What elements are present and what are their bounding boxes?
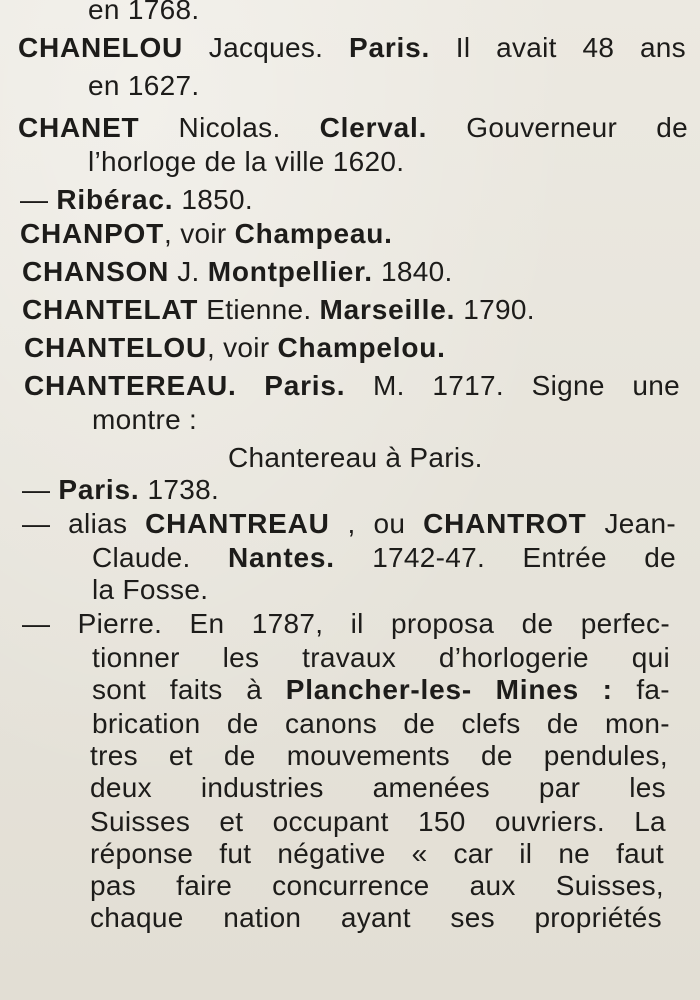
word: — [22, 608, 51, 639]
word: faire [176, 870, 233, 901]
entry-line [24, 332, 446, 364]
word: chaque [90, 902, 184, 933]
entry-line [90, 870, 664, 902]
word: proposa [391, 608, 495, 639]
word: avait [496, 32, 557, 63]
entry-line [22, 294, 535, 326]
word: il [350, 608, 364, 639]
entry-line [22, 474, 219, 506]
entry-line [20, 218, 393, 250]
word: La [634, 806, 666, 837]
bold-run: Marseille. [319, 294, 456, 325]
entry-line [90, 806, 666, 838]
word: Jacques. [208, 32, 324, 63]
word: M. [372, 370, 405, 401]
word: fa- [636, 674, 670, 705]
word: 150 [417, 806, 466, 837]
word: réponse [90, 838, 194, 869]
word: et [219, 806, 244, 837]
word: de [656, 112, 688, 143]
word: canons [284, 708, 378, 739]
word: Suisses [90, 806, 191, 837]
word: aux [469, 870, 516, 901]
word: , [347, 508, 356, 539]
entry-line [90, 902, 662, 934]
bold-word: : [602, 674, 613, 705]
entry-line [92, 674, 670, 706]
word: tionner [92, 642, 180, 673]
bold-run: CHANTELOU [24, 332, 207, 363]
word: — [22, 508, 51, 539]
text-run: , voir [206, 332, 278, 363]
word: fut [219, 838, 252, 869]
word: et [168, 740, 193, 771]
entry-line [88, 146, 404, 178]
word: travaux [302, 642, 397, 673]
word: les [222, 642, 260, 673]
word: ne [558, 838, 591, 869]
word: mouvements [286, 740, 450, 771]
word: de [481, 740, 513, 771]
text-run: en 1627. [88, 70, 200, 101]
word: deux [90, 772, 152, 803]
word: de [223, 740, 256, 771]
word: Entrée [522, 542, 607, 573]
bold-word: Nantes. [228, 542, 335, 573]
entry-line [22, 256, 453, 288]
entry-line [22, 608, 670, 640]
word: Gouverneur [466, 112, 618, 143]
word: Signe [531, 370, 605, 401]
bold-run: Champelou. [277, 332, 446, 363]
word: par [538, 772, 581, 803]
entry-line [20, 184, 253, 216]
entry-line [92, 574, 208, 606]
word: de [546, 708, 579, 739]
word: qui [631, 642, 670, 673]
entry-line [24, 370, 680, 402]
bold-word: CHANET [18, 112, 140, 143]
entry-line [90, 838, 664, 870]
bold-word: CHANTEREAU. [24, 370, 237, 401]
word: ou [373, 508, 406, 539]
word: 1742-47. [372, 542, 486, 573]
word: Suisses, [555, 870, 664, 901]
text-run: — [20, 184, 57, 215]
word: Il [455, 32, 471, 63]
entry-line [228, 442, 483, 474]
text-run: — [22, 474, 59, 505]
word: propriétés [534, 902, 662, 933]
word: ouvriers. [494, 806, 605, 837]
word: 1787, [251, 608, 324, 639]
word: les [629, 772, 666, 803]
word: clefs [461, 708, 521, 739]
entry-line [18, 32, 686, 64]
bold-word: CHANELOU [18, 32, 184, 63]
word: pendules, [543, 740, 668, 771]
text-run: 1790. [455, 294, 535, 325]
word: Pierre. [77, 608, 163, 639]
word: « [411, 838, 428, 869]
word: ses [450, 902, 495, 933]
word: faut [616, 838, 664, 869]
word: Jean- [604, 508, 676, 539]
bold-word: Mines [495, 674, 579, 705]
word: perfec- [580, 608, 670, 639]
word: ayant [340, 902, 411, 933]
text-run: J. [169, 256, 208, 287]
bold-word: Plancher-les- [285, 674, 472, 705]
text-run: la Fosse. [92, 574, 209, 605]
word: de [521, 608, 554, 639]
word: Nicolas. [178, 112, 281, 143]
text-run: 1840. [372, 256, 453, 287]
text-run: montre : [92, 404, 198, 435]
word: à [246, 674, 263, 705]
entry-line [88, 0, 199, 26]
word: 48 [582, 32, 615, 63]
entry-line [92, 642, 670, 674]
word: de [403, 708, 436, 739]
word: mon- [604, 708, 670, 739]
bold-run: CHANSON [22, 256, 170, 287]
bold-run: CHANTELAT [22, 294, 199, 325]
word: négative [277, 838, 386, 869]
text-run: , voir [164, 218, 235, 249]
text-run: l’horloge de la ville 1620. [88, 146, 405, 177]
entry-line [92, 404, 197, 436]
entry-line [90, 772, 666, 804]
word: brication [92, 708, 201, 739]
text-run: Chantereau à Paris. [228, 442, 483, 473]
word: alias [68, 508, 128, 539]
word: 1717. [432, 370, 504, 401]
bold-run: CHANPOT [20, 218, 165, 249]
word: concurrence [272, 870, 430, 901]
text-run: 1738. [139, 474, 220, 505]
word: occupant [272, 806, 389, 837]
bold-word: CHANTREAU [145, 508, 330, 539]
entry-line [22, 508, 676, 540]
word: nation [223, 902, 302, 933]
bold-run: Ribérac. [56, 184, 174, 215]
bold-run: Montpellier. [207, 256, 373, 287]
entry-line [18, 112, 688, 144]
bold-word: Paris. [348, 32, 431, 63]
word: Claude. [92, 542, 191, 573]
word: il [519, 838, 533, 869]
bold-word: Paris. [264, 370, 346, 401]
text-run: en 1768. [88, 0, 200, 25]
bold-run: Champeau. [234, 218, 393, 249]
bold-word: Clerval. [319, 112, 428, 143]
word: une [632, 370, 680, 401]
word: de [644, 542, 676, 573]
entry-line [90, 740, 668, 772]
text-run: Etienne. [198, 294, 320, 325]
bold-run: Paris. [58, 474, 140, 505]
word: sont [92, 674, 147, 705]
entry-line [88, 70, 199, 102]
word: pas [90, 870, 137, 901]
entry-line [92, 542, 676, 574]
word: faits [169, 674, 223, 705]
word: amenées [372, 772, 490, 803]
word: industries [200, 772, 324, 803]
word: car [453, 838, 494, 869]
bold-word: CHANTROT [423, 508, 587, 539]
text-run: 1850. [173, 184, 253, 215]
entry-line [92, 708, 670, 740]
word: En [189, 608, 225, 639]
word: d’horlogerie [438, 642, 589, 673]
word: ans [639, 32, 686, 63]
word: de [226, 708, 259, 739]
word: tres [90, 740, 138, 771]
